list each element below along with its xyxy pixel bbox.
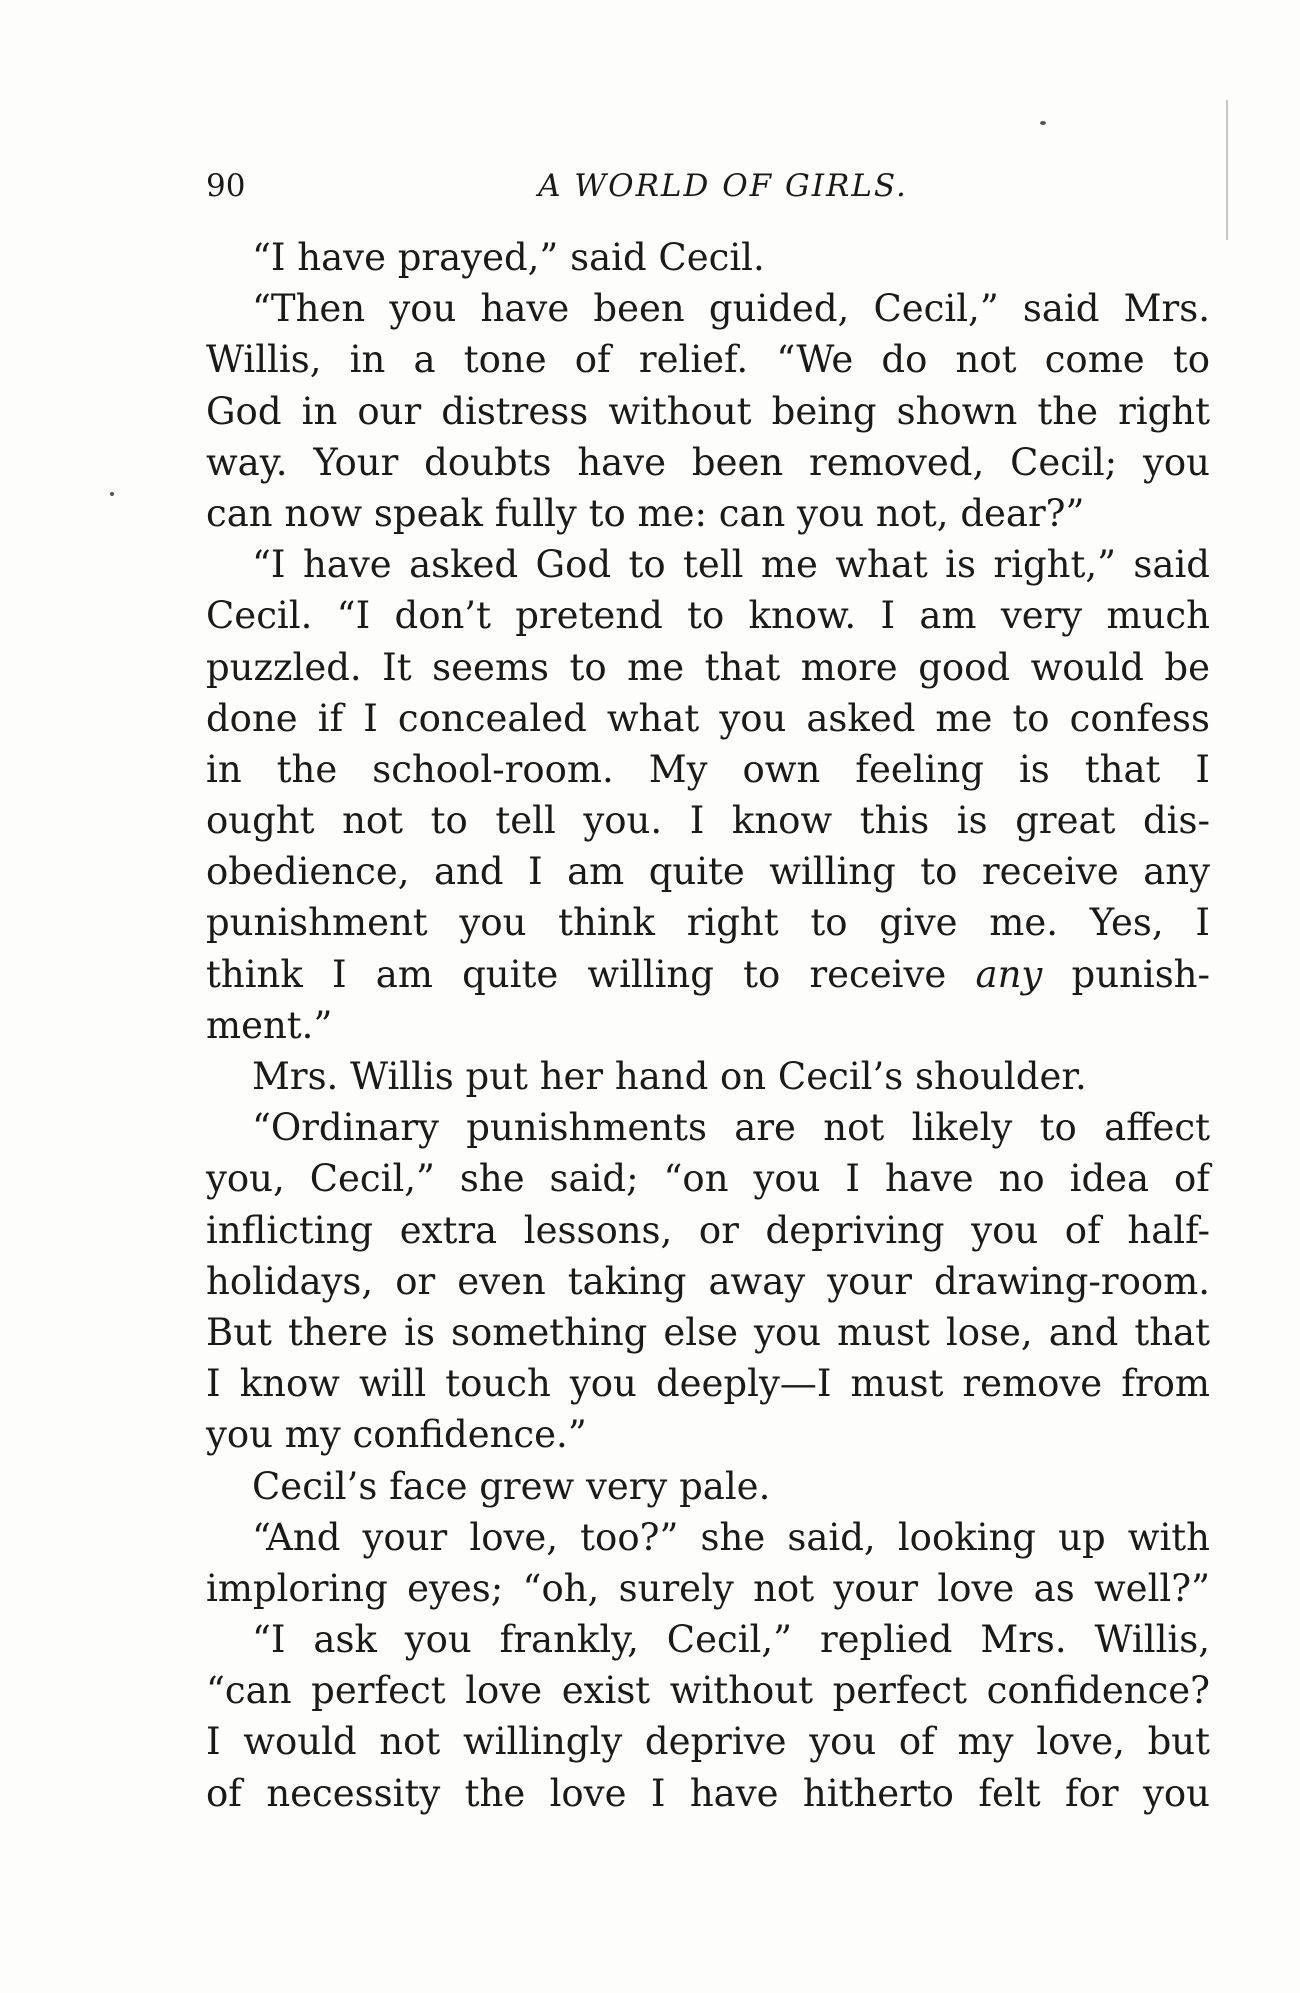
text-line: “Ordinary punishments are not likely to affect [252,1106,1210,1150]
text-line: “I ask you frankly, Cecil,” replied Mrs. Willis, [252,1618,1210,1662]
running-title: A WORLD OF GIRLS. [538,168,908,204]
text-line: done if I concealed what you asked me to confess [206,696,1210,740]
text-line: “Then you have been guided, Cecil,” said Mrs. [252,287,1210,331]
text-line: punishment you think right to give me. Yes, I [206,901,1210,945]
text-line: of necessity the love I have hitherto felt for you [206,1771,1210,1815]
text-line: I know will touch you deeply—I must remove from [206,1362,1210,1406]
text-line: Cecil’s face grew very pale. [252,1464,771,1508]
text-line [206,949,1210,1000]
text-line: “I have asked God to tell me what is right,” said [252,543,1210,587]
text-line: inflicting extra lessons, or depriving you of half- [206,1208,1210,1252]
running-head [206,162,1210,210]
italic-word: any [975,952,1043,996]
page-number: 90 [206,168,246,204]
text-line: Cecil. “I don’t pretend to know. I am very much [206,594,1210,638]
text-line: way. Your doubts have been removed, Cecil; you [206,440,1210,484]
text-line: “can perfect love exist without perfect confidence? [206,1669,1210,1713]
text-line: can now speak fully to me: can you not, dear?” [206,491,1085,535]
text-line: you, Cecil,” she said; “on you I have no idea of [206,1157,1210,1201]
text-line: puzzled. It seems to me that more good would be [206,645,1210,689]
body-text [206,232,1210,1819]
page-edge-mark [1226,100,1228,240]
text-line: God in our distress without being shown the right [206,389,1210,433]
text-line: ment.” [206,1003,333,1047]
text-line: I would not willingly deprive you of my love, but [206,1720,1210,1764]
text-line-part: think I am quite willing to receive [206,952,947,996]
text-line: ought not to tell you. I know this is great dis- [206,799,1210,843]
text-line: Mrs. Willis put her hand on Cecil’s shoulder. [252,1055,1087,1098]
scan-speck [1040,121,1046,125]
text-line: holidays, or even taking away your drawing-room. [206,1259,1210,1303]
text-line-part: punish- [1071,952,1211,996]
text-line: imploring eyes; “oh, surely not your love as well?” [206,1566,1210,1610]
text-line: obedience, and I am quite willing to receive any [206,850,1210,894]
text-line: in the school-room. My own feeling is that I [206,747,1210,791]
text-line: “I have prayed,” said Cecil. [252,236,765,279]
text-line: “And your love, too?” she said, looking up with [252,1515,1210,1559]
text-line: Willis, in a tone of relief. “We do not come to [206,338,1210,382]
scan-speck [110,492,114,496]
text-line: you my confidence.” [206,1413,587,1457]
text-line: But there is something else you must lose, and that [206,1310,1210,1354]
